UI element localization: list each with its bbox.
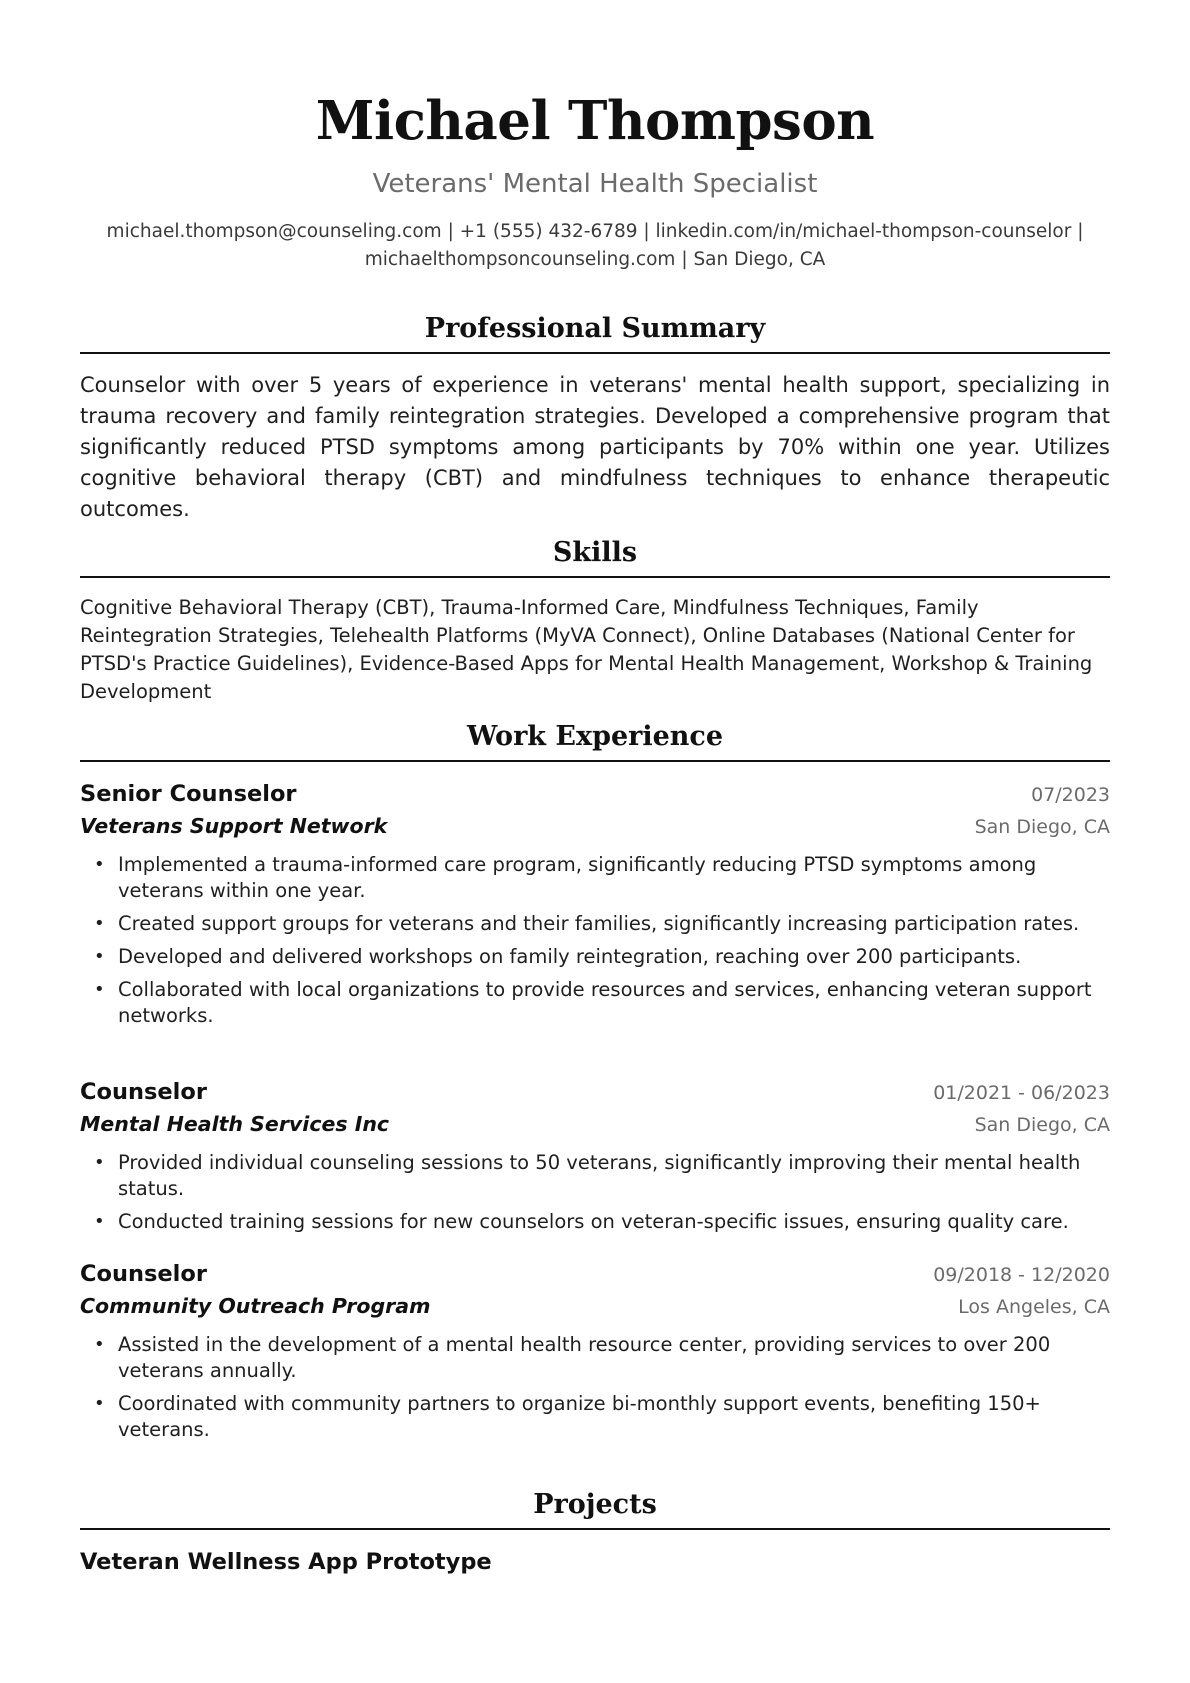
projects-section [80, 1486, 1110, 1578]
summary-text: Counselor with over 5 years of experience in veterans' mental health support, specializing in trauma recovery and family reintegration strategies. Developed a comprehensive program that significantly reduced PTSD symptoms among participants by 70% within one year. Utilizes cognitive behavioral therapy (CBT) and mindfulness techniques to enhance therapeutic outcomes. [80, 373, 1110, 521]
job-entry [80, 778, 1110, 1036]
job-location: San Diego, CA [974, 1114, 1110, 1136]
job-bullet: • Created support groups for veterans and their families, significantly increasing participation rates. [118, 911, 1110, 937]
job-bullets [80, 852, 1110, 1029]
job-company-row [80, 810, 1110, 842]
projects-heading: Projects [80, 1486, 1110, 1530]
job-header-row [80, 1076, 1110, 1108]
job-bullet: • Collaborated with local organizations to provide resources and services, enhancing veteran support networks. [118, 977, 1110, 1029]
summary-heading: Professional Summary [80, 310, 1110, 354]
job-location: Los Angeles, CA [958, 1296, 1110, 1318]
contact-line-2: michaelthompsoncounseling.com | San Diego, CA [364, 249, 826, 270]
job-role: Counselor [80, 1261, 207, 1287]
job-bullet: • Developed and delivered workshops on family reintegration, reaching over 200 participants. [118, 944, 1110, 970]
job-bullet: • Assisted in the development of a mental health resource center, providing services to over 200 veterans annually. [118, 1332, 1110, 1384]
skills-heading: Skills [80, 534, 1110, 578]
resume-page [80, 0, 1110, 1575]
job-company: Community Outreach Program [80, 1294, 431, 1318]
job-header-row [80, 778, 1110, 810]
job-company: Mental Health Services Inc [80, 1112, 390, 1136]
job-bullet: • Provided individual counseling sessions to 50 veterans, significantly improving their mental health status. [118, 1150, 1110, 1202]
job-company-row [80, 1290, 1110, 1322]
job-entry [80, 1076, 1110, 1242]
job-bullet: • Implemented a trauma-informed care program, significantly reducing PTSD symptoms among veterans within one year. [118, 852, 1110, 904]
skills-section [80, 534, 1110, 706]
job-bullet: • Coordinated with community partners to organize bi-monthly support events, benefiting 150+ veterans. [118, 1391, 1110, 1443]
job-location: San Diego, CA [974, 816, 1110, 838]
job-role: Senior Counselor [80, 781, 297, 807]
job-bullets [80, 1150, 1110, 1235]
job-company-row [80, 1108, 1110, 1140]
job-company: Veterans Support Network [80, 814, 388, 838]
candidate-name: Michael Thompson [315, 90, 875, 152]
skills-text: Cognitive Behavioral Therapy (CBT), Trauma-Informed Care, Mindfulness Techniques, Family Reintegration Strategies, Telehealth Platforms (MyVA Connect), Online Databases (National Center for PTSD's Practice Guidelines), Evidence-Based Apps for Mental Health Management, Workshop & Training Development [80, 596, 1093, 703]
job-date: 09/2018 - 12/2020 [933, 1264, 1110, 1286]
job-date: 01/2021 - 06/2023 [933, 1082, 1110, 1104]
candidate-title: Veterans' Mental Health Specialist [372, 169, 818, 199]
contact-info [80, 218, 1110, 274]
summary-section [80, 310, 1110, 525]
project-name: Veteran Wellness App Prototype [80, 1549, 492, 1575]
experience-section [80, 718, 1110, 762]
job-entry [80, 1258, 1110, 1450]
job-date: 07/2023 [1031, 784, 1110, 806]
job-role: Counselor [80, 1079, 207, 1105]
resume-header [80, 0, 1110, 274]
contact-line-1: michael.thompson@counseling.com | +1 (555) 432-6789 | linkedin.com/in/michael-thompson-counselor | [106, 221, 1084, 242]
job-header-row [80, 1258, 1110, 1290]
job-bullets [80, 1332, 1110, 1443]
experience-heading: Work Experience [80, 718, 1110, 762]
job-bullet: • Conducted training sessions for new counselors on veteran-specific issues, ensuring quality care. [118, 1209, 1110, 1235]
